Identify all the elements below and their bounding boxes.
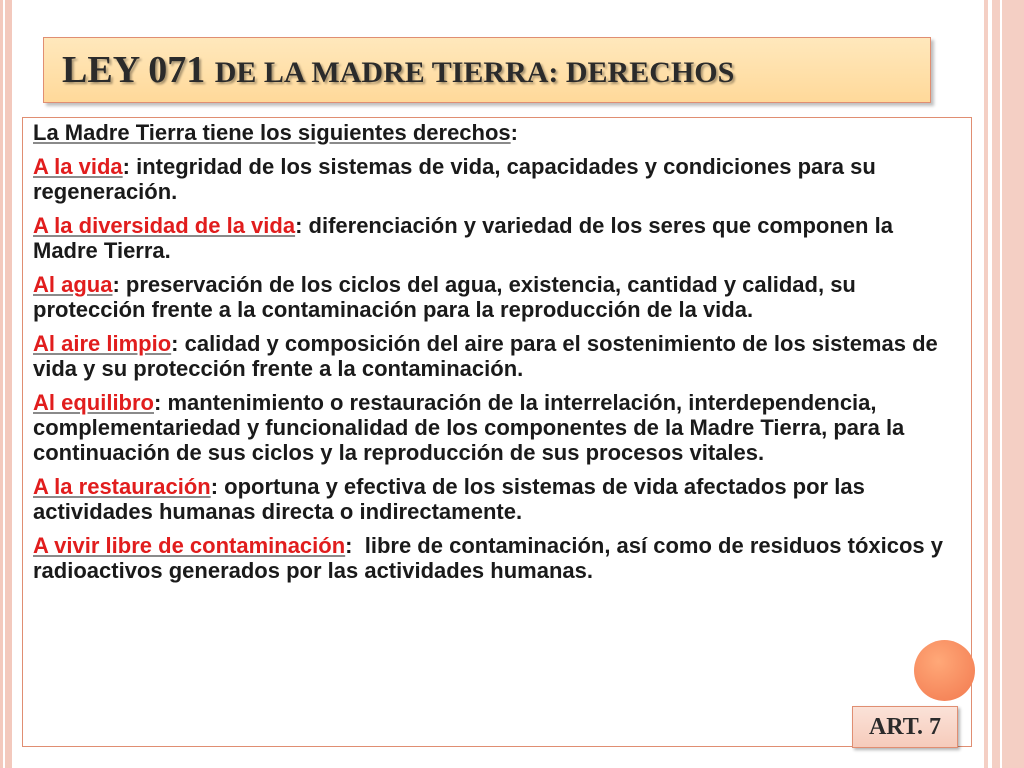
right-item xyxy=(33,474,961,524)
intro-punct: : xyxy=(510,120,518,145)
right-description: : calidad y composición del aire para el sostenimiento de los sistemas de vida y su protección frente a la contaminación. xyxy=(33,331,938,381)
title-main: LEY 071 xyxy=(62,49,215,91)
page-title xyxy=(62,48,734,92)
intro-paragraph xyxy=(33,120,961,145)
right-term: A la restauración xyxy=(33,474,211,499)
right-term: A la diversidad de la vida xyxy=(33,213,296,238)
right-item xyxy=(33,533,961,583)
right-term: A vivir libre de contaminación xyxy=(33,533,346,558)
right-item xyxy=(33,272,961,322)
right-description: : diferenciación y variedad de los seres que componen la Madre Tierra. xyxy=(33,213,893,263)
decorative-circle xyxy=(914,640,975,701)
content-box xyxy=(22,117,972,747)
intro-text: La Madre Tierra tiene los siguientes derechos xyxy=(33,120,511,145)
title-sub: DE LA MADRE TIERRA: DERECHOS xyxy=(214,56,735,89)
rights-list xyxy=(33,120,961,592)
right-term: Al equilibro xyxy=(33,390,154,415)
right-term: Al agua xyxy=(33,272,113,297)
right-term: A la vida xyxy=(33,154,123,179)
right-term: Al aire limpio xyxy=(33,331,172,356)
right-description: : oportuna y efectiva de los sistemas de vida afectados por las actividades humanas directa o indirectamente. xyxy=(33,474,871,524)
right-item xyxy=(33,154,961,204)
right-item xyxy=(33,213,961,263)
left-decorative-stripe xyxy=(0,0,12,768)
right-description: : mantenimiento o restauración de la interrelación, interdependencia, complementariedad y funcionalidad de los componentes de la Madre Tierra, para la continuación de sus ciclos y la reproducción de sus procesos vitales. xyxy=(33,390,905,465)
article-badge: ART. 7 xyxy=(852,706,958,748)
right-description: : libre de contaminación, así como de residuos tóxicos y radioactivos generados por las actividades humanas. xyxy=(33,533,950,583)
right-item xyxy=(33,390,961,465)
right-decorative-stripes xyxy=(976,0,1024,768)
right-description: : preservación de los ciclos del agua, existencia, cantidad y calidad, su protección frente a la contaminación para la reproducción de la vida. xyxy=(33,272,856,322)
right-item xyxy=(33,331,961,381)
right-description: : integridad de los sistemas de vida, capacidades y condiciones para su regeneración. xyxy=(33,154,876,204)
title-box xyxy=(43,37,931,103)
